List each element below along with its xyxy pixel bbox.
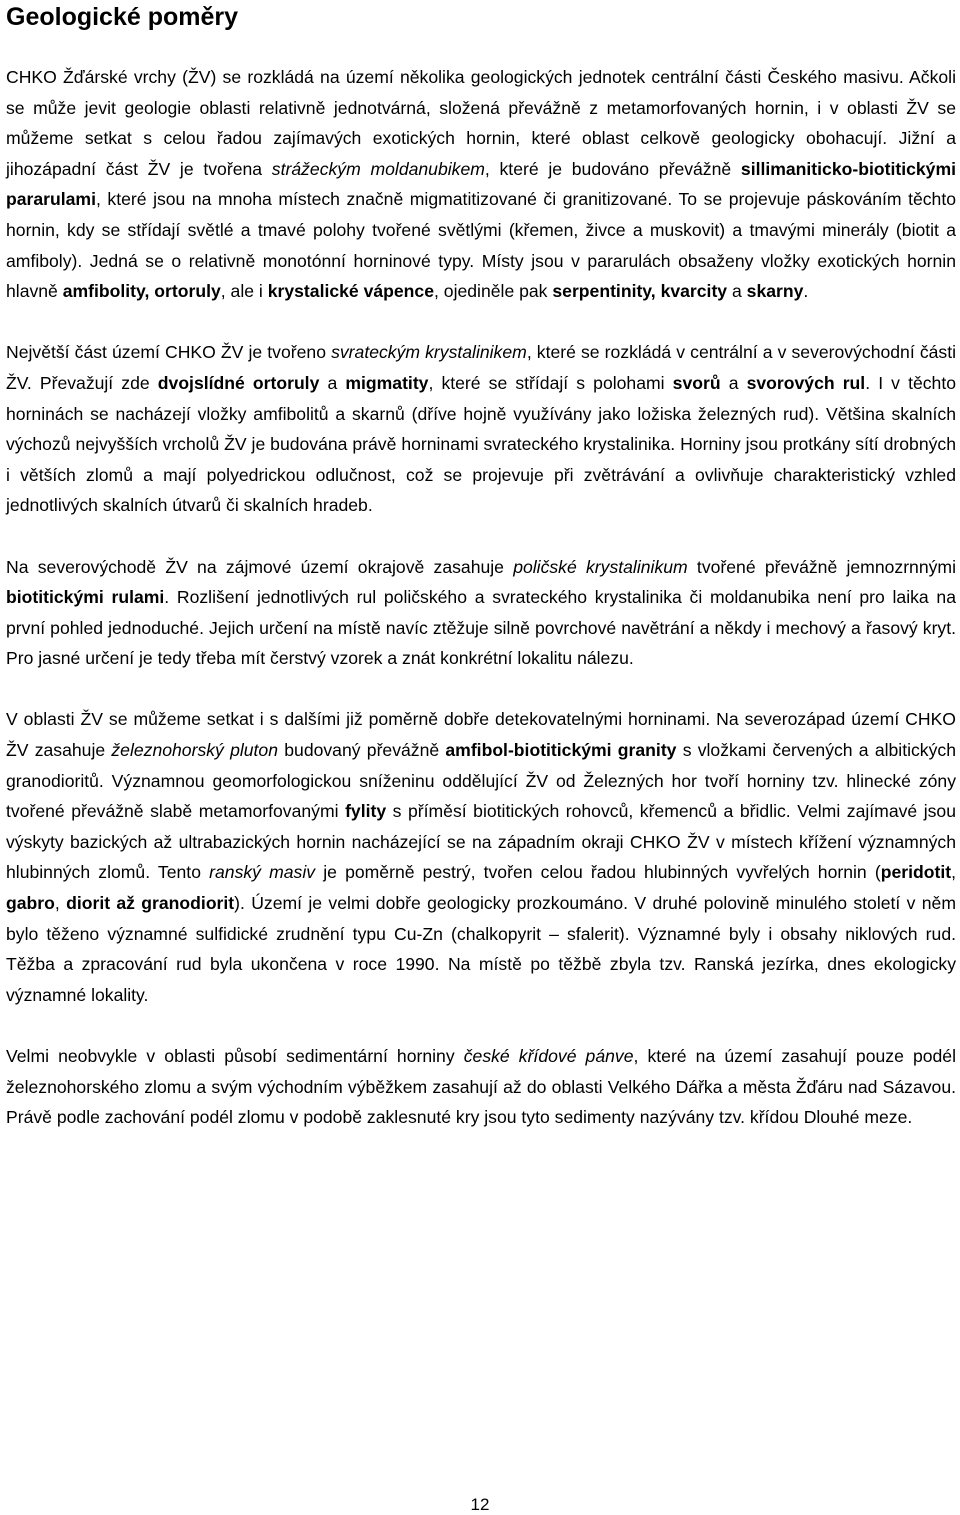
- bold-term: diorit až granodiorit: [66, 893, 235, 914]
- bold-term: skarny: [746, 281, 804, 302]
- text-run: ,: [54, 893, 67, 914]
- text-run: a: [319, 372, 346, 393]
- text-run: , které se rozkládá v centrální a v severovýchodní části ŽV. Převažují zde: [6, 342, 956, 393]
- document-page: [6, 0, 956, 1133]
- bold-term: biotitickými rulami: [6, 587, 165, 608]
- paragraph-1: [6, 62, 956, 307]
- text-run: , ojediněle pak: [434, 281, 553, 302]
- bold-term: svorových rul: [746, 372, 866, 393]
- text-run: .: [803, 281, 809, 302]
- text-run: je poměrně pestrý, tvořen celou řadou hlubinných vyvřelých hornin (: [315, 862, 881, 883]
- paragraph-3: [6, 552, 956, 674]
- bold-term: svorů: [672, 372, 721, 393]
- bold-term: fylity: [345, 801, 387, 822]
- bold-term: dvojslídné ortoruly: [157, 372, 320, 393]
- text-run: s příměsí biotitických rohovců, křemenců a břidlic. Velmi zajímavé jsou výskyty bazických až ultrabazických hornin nacházející se na západním okraji CHKO ŽV v místech křížení významných hlubinných zlomů. Tento: [6, 801, 956, 883]
- text-run: , které je budováno převážně: [484, 158, 741, 179]
- italic-term: strážeckým moldanubikem: [271, 158, 485, 179]
- italic-term: ranský masiv: [209, 862, 316, 883]
- text-run: , které na území zasahují pouze podél železnohorského zlomu a svým východním výběžkem zasahují až do oblasti Velkého Dářka a města Žďáru nad Sázavou. Právě podle zachování podél zlomu v podobě zaklesnuté kry jsou tyto sedimenty nazývány tzv. křídou Dlouhé meze.: [6, 1046, 956, 1128]
- text-run: ). Území je velmi dobře geologicky prozkoumáno. V druhé polovině minulého století v něm bylo těženo významné sulfidické zrudnění typu Cu-Zn (chalkopyrit – sfalerit). Významné byly i obsahy niklových rud. Těžba a zpracování rud byla ukončena v roce 1990. Na místě po těžbě zbyla tzv. Ranská jezírka, dnes ekologicky významné lokality.: [6, 893, 956, 1005]
- page-number: 12: [470, 1495, 490, 1514]
- text-run: V oblasti ŽV se můžeme setkat i s dalšími již poměrně dobře detekovatelnými horninami. Na severozápad území CHKO ŽV zasahuje: [6, 709, 956, 761]
- bold-term: sillimaniticko-biotitickými pararulami: [6, 158, 956, 210]
- bold-term: peridotit: [880, 862, 952, 883]
- text-run: budovaný převážně: [278, 740, 446, 761]
- text-run: ,: [951, 862, 956, 883]
- italic-term: železnohorský pluton: [111, 740, 279, 761]
- text-run: tvořené převážně jemnozrnnými: [687, 556, 956, 577]
- paragraph-2: [6, 337, 956, 521]
- text-run: . I v těchto horninách se nacházejí vložky amfibolitů a skarnů (dříve hojně využívány jako ložiska železných rud). Většina skalních výchozů nejvyšších vrcholů ŽV je budována právě horninami svrateckého krystalinika. Horniny jsou protkány sítí drobných i větších zlomů a mají polyedrickou odlučnost, což se projevuje při zvětrávání a ovlivňuje charakteristický vzhled jednotlivých skalních útvarů či skalních hradeb.: [6, 372, 957, 516]
- text-run: , které se střídají s polohami: [428, 372, 673, 393]
- bold-term: gabro: [6, 893, 55, 914]
- text-run: a: [720, 372, 747, 393]
- bold-term: amfibolity, ortoruly: [62, 281, 221, 302]
- text-run: , které jsou na mnoha místech značně migmatitizované či granitizované. To se projevuje páskováním těchto hornin, kdy se střídají světlé a tmavé polohy tvořené světlými (křemen, živce a muskovit) a tmavými minerály (biotit a amfiboly). Jedná se o relativně monotónní horninové typy. Místy jsou v pararulách obsaženy vložky exotických hornin hlavně: [6, 189, 956, 302]
- text-run: a: [727, 281, 747, 302]
- bold-term: krystalické vápence: [267, 281, 435, 302]
- text-run: , ale i: [220, 281, 268, 302]
- bold-term: amfibol-biotitickými granity: [445, 740, 677, 761]
- italic-term: svrateckým krystalinikem: [331, 342, 527, 363]
- italic-term: poličské krystalinikum: [513, 556, 688, 577]
- bold-term: migmatity: [345, 372, 429, 393]
- bold-term: serpentinity, kvarcity: [552, 281, 728, 302]
- paragraph-4: [6, 704, 956, 1010]
- text-run: Největší část území CHKO ŽV je tvořeno: [6, 342, 332, 363]
- text-run: CHKO Žďárské vrchy (ŽV) se rozkládá na území několika geologických jednotek centrální části Českého masivu. Ačkoli se může jevit geologie oblasti relativně jednotvárná, složená převážně z metamorfovaných hornin, i v oblasti ŽV se můžeme setkat s celou řadou zajímavých exotických hornin, které oblast celkově geologicky obohacují. Jižní a jihozápadní část ŽV je tvořena: [6, 67, 956, 179]
- text-run: Velmi neobvykle v oblasti působí sedimentární horniny: [6, 1046, 464, 1066]
- text-run: s vložkami červených a albitických granodioritů. Významnou geomorfologickou sníženinu oddělující ŽV od Železných hor tvoří horniny tzv. hlinecké zóny tvořené převážně slabě metamorfovanými: [6, 740, 956, 822]
- text-run: . Rozlišení jednotlivých rul poličského a svrateckého krystalinika či moldanubika není pro laika na první pohled jednoduché. Jejich určení na místě navíc ztěžuje silně povrchové navětrání a někdy i mechový a řasový kryt. Pro jasné určení je tedy třeba mít čerstvý vzorek a znát konkrétní lokalitu nálezu.: [6, 587, 956, 669]
- text-run: Na severovýchodě ŽV na zájmové území okrajově zasahuje: [6, 556, 514, 577]
- paragraph-5: [6, 1041, 956, 1133]
- italic-term: české křídové pánve: [463, 1046, 634, 1066]
- page-title: Geologické poměry: [6, 3, 239, 31]
